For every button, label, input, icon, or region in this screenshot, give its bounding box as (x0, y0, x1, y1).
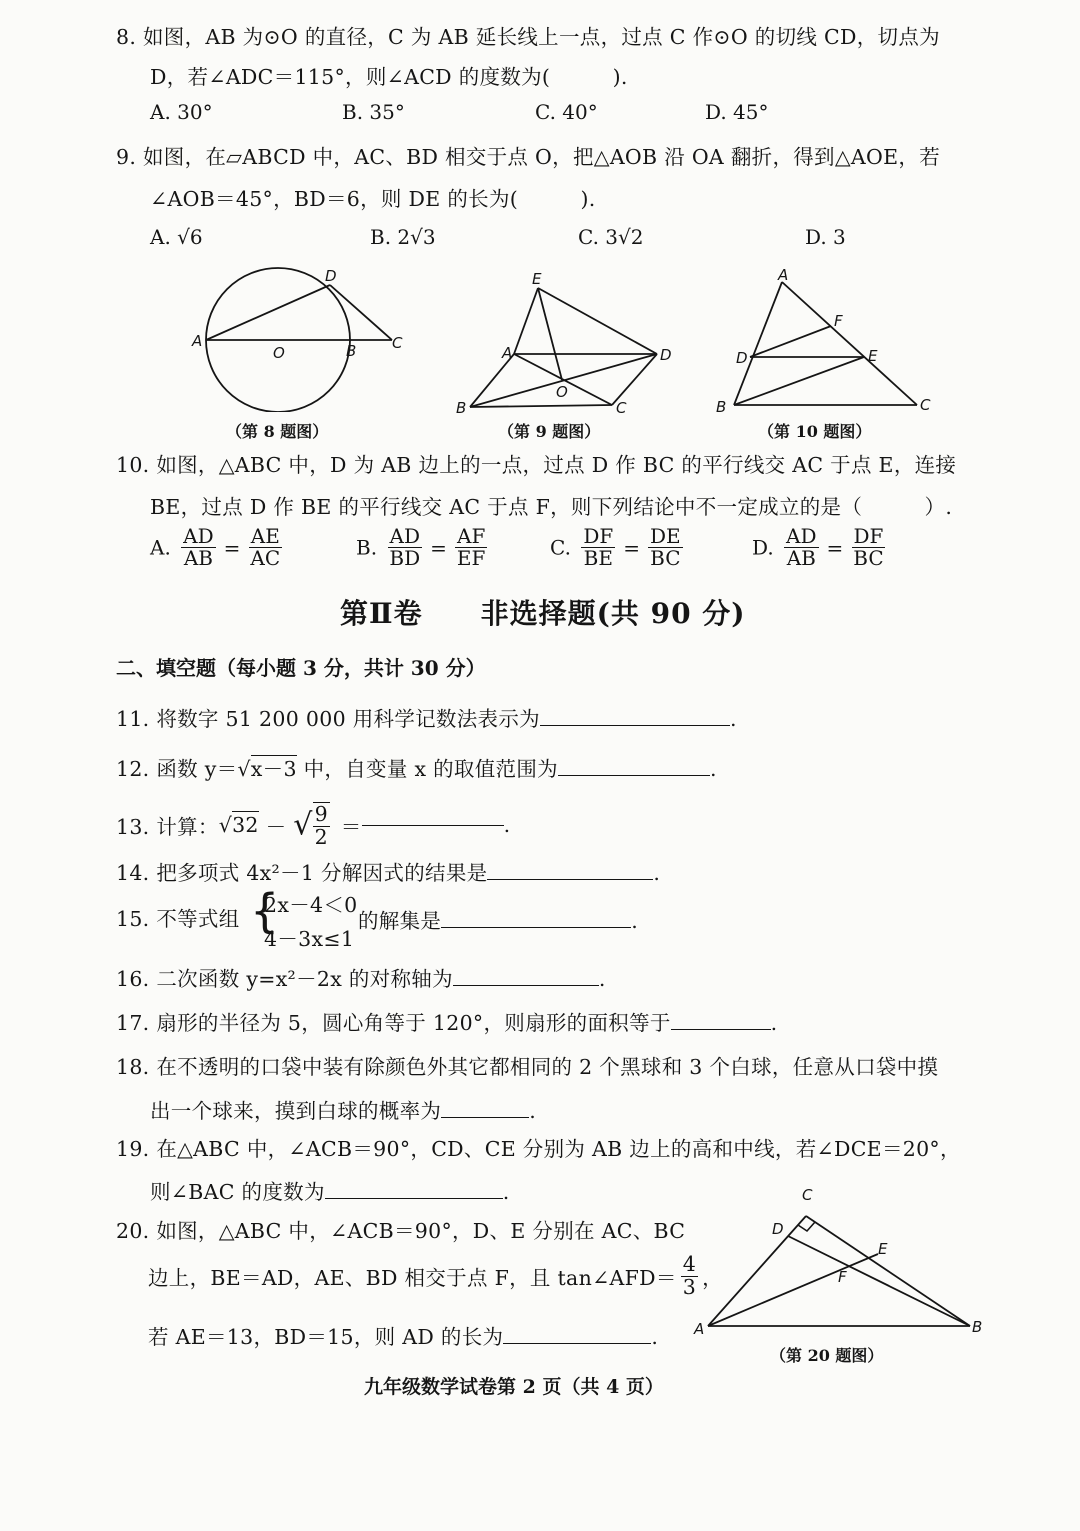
frac-den: BC (650, 546, 681, 570)
answer-blank[interactable] (325, 1197, 503, 1199)
q9-option-a: A. √6 (150, 225, 203, 249)
q15: 的解集是 . (358, 909, 639, 933)
q12: 12. 函数 y＝√x－3 中，自变量 x 的取值范围为 . (116, 757, 717, 781)
q10-option-b (356, 526, 491, 569)
fig10-label-b: B (716, 398, 727, 416)
fig8-label-c: C (392, 334, 403, 352)
fraction (387, 526, 422, 569)
q10-line1: 10. 如图，△ABC 中，D 为 AB 边上的一点，过点 D 作 BC 的平行线交 AC 于点 E，连接 (116, 453, 957, 477)
frac-num: 9 (314, 802, 328, 826)
fig10-caption: （第 10 题图） (758, 422, 872, 441)
equals-sign: = (826, 535, 844, 560)
fraction (851, 526, 885, 569)
q19-text: 则∠BAC 的度数为 (150, 1180, 325, 1204)
fig20-label-b: B (972, 1318, 983, 1336)
figure-9-parallelogram (452, 270, 682, 420)
q14: 14. 把多项式 4x²－1 分解因式的结果是 . (116, 861, 661, 885)
q9-line1: 9. 如图，在▱ABCD 中，AC、BD 相交于点 O，把△AOB 沿 OA 翻折，得到△AOE，若 (116, 145, 940, 169)
fig9-label-a: A (502, 344, 513, 362)
q16-text: 16. 二次函数 y=x²－2x 的对称轴为 (116, 967, 453, 991)
q13: 13. 计算：√32 － √ $\frac{9}{2}$ ＝ . (116, 802, 511, 849)
q9-option-d: D. 3 (805, 225, 846, 249)
q12-post: 中，自变量 x 的取值范围为 (296, 757, 558, 781)
figure-20-right-triangle (692, 1180, 992, 1340)
frac-den: AC (250, 546, 281, 570)
q15-ineq1: 2x－4＜0 (264, 893, 358, 917)
fraction (784, 526, 818, 569)
seg-be (734, 357, 864, 405)
fig10-label-c: C (920, 396, 931, 414)
q13-pre: 13. 计算： (116, 815, 219, 840)
fig8-caption: （第 8 题图） (226, 422, 329, 441)
frac-den: BD (389, 546, 421, 570)
q20-line3-text: 若 AE＝13，BD＝15，则 AD 的长为 (148, 1325, 504, 1349)
fraction (581, 526, 615, 569)
q17: 17. 扇形的半径为 5，圆心角等于 120°，则扇形的面积等于 . (116, 1011, 778, 1035)
section-2-subtitle: 二、填空题（每小题 3 分，共计 30 分） (116, 656, 486, 680)
q17-text: 17. 扇形的半径为 5，圆心角等于 120°，则扇形的面积等于 (116, 1011, 671, 1035)
fig20-label-d: D (772, 1220, 784, 1238)
fig9-label-d: D (660, 346, 672, 364)
q20-line2-text: 边上，BE＝AD，AE、BD 相交于点 F，且 tan∠AFD＝ (148, 1266, 677, 1291)
side-cb (806, 1216, 970, 1326)
page-footer: 九年级数学试卷第 2 页（共 4 页） (364, 1376, 664, 1398)
q10-option-d-letter: D. (752, 535, 774, 560)
q11: 11. 将数字 51 200 000 用科学记数法表示为 . (116, 707, 737, 731)
frac-den: 2 (314, 824, 328, 849)
fraction (248, 526, 282, 569)
fraction (181, 526, 215, 569)
fig9-label-b: B (456, 399, 467, 417)
q10-option-d (752, 526, 890, 569)
fig8-label-o: O (273, 344, 285, 362)
q18-line1: 18. 在不透明的口袋中装有除颜色外其它都相同的 2 个黑球和 3 个白球，任意从口袋中摸 (116, 1055, 939, 1079)
fig10-label-f: F (834, 312, 843, 330)
q18-line2: 出一个球来，摸到白球的概率为 . (150, 1099, 537, 1123)
q10-option-a (150, 526, 286, 569)
frac-num: AE (250, 524, 280, 548)
seg-ed (538, 288, 657, 354)
q19-line1: 19. 在△ABC 中，∠ACB＝90°，CD、CE 分别为 AB 边上的高和中线，若∠DCE＝20°， (116, 1137, 961, 1161)
side-ab (734, 282, 782, 405)
q20-line2 (148, 1254, 723, 1298)
q8-line2: D，若∠ADC＝115°，则∠ACD 的度数为( ). (150, 65, 628, 89)
fraction (313, 802, 330, 848)
fig20-label-c: C (802, 1186, 813, 1204)
figure-10-triangle (712, 268, 942, 418)
tangent-cd (330, 285, 392, 340)
q13-post: ＝ (333, 815, 362, 840)
seg-bc (470, 405, 612, 407)
fig8-label-d: D (325, 267, 337, 285)
frac-den: 3 (682, 1274, 697, 1299)
frac-num: AD (183, 524, 214, 548)
fig10-label-a: A (778, 268, 789, 284)
side-ac (708, 1216, 806, 1326)
q10-option-a-letter: A. (150, 535, 171, 560)
q10-option-c-letter: C. (550, 535, 571, 560)
frac-den: AB (786, 546, 816, 570)
q9-option-b: B. 2√3 (370, 225, 436, 249)
q8-option-c: C. 40° (535, 100, 598, 124)
side-ac (782, 282, 917, 405)
q18-text: 出一个球来，摸到白球的概率为 (150, 1099, 442, 1123)
seg-ea (514, 288, 538, 354)
q14-text: 14. 把多项式 4x²－1 分解因式的结果是 (116, 861, 488, 885)
q11-text: 11. 将数字 51 200 000 用科学记数法表示为 (116, 707, 540, 731)
fig9-label-e: E (532, 270, 542, 288)
fig20-label-a: A (694, 1320, 705, 1338)
frac-den: AB (183, 546, 213, 570)
fig9-label-c: C (616, 399, 627, 417)
frac-num: DF (853, 524, 884, 548)
q10-option-b-letter: B. (356, 535, 378, 560)
answer-blank[interactable] (441, 926, 631, 928)
fig20-label-e: E (878, 1240, 888, 1258)
q10-option-c (550, 526, 687, 569)
equals-sign: = (623, 535, 640, 560)
fig9-label-o: O (556, 383, 568, 401)
radicand: x－3 (250, 757, 297, 781)
segment-ad (206, 285, 330, 340)
frac-den: BE (583, 546, 613, 570)
q15-pre: 15. 不等式组 (116, 907, 240, 931)
seg-eo (538, 288, 562, 380)
q16: 16. 二次函数 y=x²－2x 的对称轴为 . (116, 967, 606, 991)
q9-line2: ∠AOB＝45°，BD＝6，则 DE 的长为( ). (150, 187, 596, 211)
fig10-label-d: D (736, 349, 748, 367)
fraction (455, 526, 487, 569)
sqrt-sign: √ (237, 757, 251, 781)
answer-blank[interactable] (558, 774, 710, 776)
radicand: 32 (232, 813, 259, 838)
q8-option-d: D. 45° (705, 100, 769, 124)
fig9-caption: （第 9 题图） (498, 422, 601, 441)
q12-pre: 12. 函数 y＝ (116, 757, 238, 781)
fig20-caption: （第 20 题图） (770, 1346, 884, 1365)
frac-num: 4 (682, 1252, 697, 1276)
sqrt-sign: √ (218, 813, 233, 838)
frac-num: AD (389, 524, 421, 548)
fig8-label-b: B (346, 342, 357, 360)
minus-sign: － (258, 815, 294, 840)
q20-line1: 20. 如图，△ABC 中，∠ACB＝90°，D、E 分别在 AC、BC (116, 1219, 686, 1243)
q20-line2-end: ， (702, 1266, 723, 1291)
q8-option-b: B. 35° (342, 100, 405, 124)
answer-blank[interactable] (671, 1028, 771, 1030)
frac-num: DF (583, 524, 614, 548)
fraction (648, 526, 683, 569)
frac-den: EF (456, 546, 486, 570)
frac-num: AD (786, 524, 817, 548)
q15-post: 的解集是 (358, 909, 442, 933)
answer-blank[interactable] (453, 984, 599, 986)
answer-blank[interactable] (540, 724, 730, 726)
equals-sign: = (223, 535, 241, 560)
q20-line3: 若 AE＝13，BD＝15，则 AD 的长为 . (148, 1325, 659, 1349)
q10-line2: BE，过点 D 作 BE 的平行线交 AC 于点 F，则下列结论中不一定成立的是（ ）. (150, 495, 953, 519)
q8-line1: 8. 如图，AB 为⊙O 的直径，C 为 AB 延长线上一点，过点 C 作⊙O 的切线 CD，切点为 (116, 25, 940, 49)
seg-ae (708, 1254, 878, 1326)
equals-sign: = (430, 535, 447, 560)
fig20-label-f: F (838, 1268, 847, 1286)
q8-option-a: A. 30° (150, 100, 213, 124)
frac-num: DE (650, 524, 681, 548)
q15-ineq2: 4－3x≤1 (264, 927, 355, 951)
frac-den: BC (853, 546, 884, 570)
answer-blank[interactable] (441, 1116, 529, 1118)
sqrt-sign: √ (293, 807, 313, 843)
seg-dc (612, 354, 657, 405)
fig8-label-a: A (192, 332, 203, 350)
q9-option-c: C. 3√2 (578, 225, 644, 249)
answer-blank[interactable] (362, 824, 504, 826)
figure-8-circle-tangent (190, 262, 420, 412)
section-2-title: 第Ⅱ卷 非选择题(共 90 分) (340, 597, 746, 630)
answer-blank[interactable] (503, 1342, 651, 1344)
system-brace: { (250, 884, 280, 938)
fig10-label-e: E (868, 347, 878, 365)
frac-num: AF (457, 524, 486, 548)
answer-blank[interactable] (487, 878, 653, 880)
q19-line2: 则∠BAC 的度数为 . (150, 1180, 510, 1204)
